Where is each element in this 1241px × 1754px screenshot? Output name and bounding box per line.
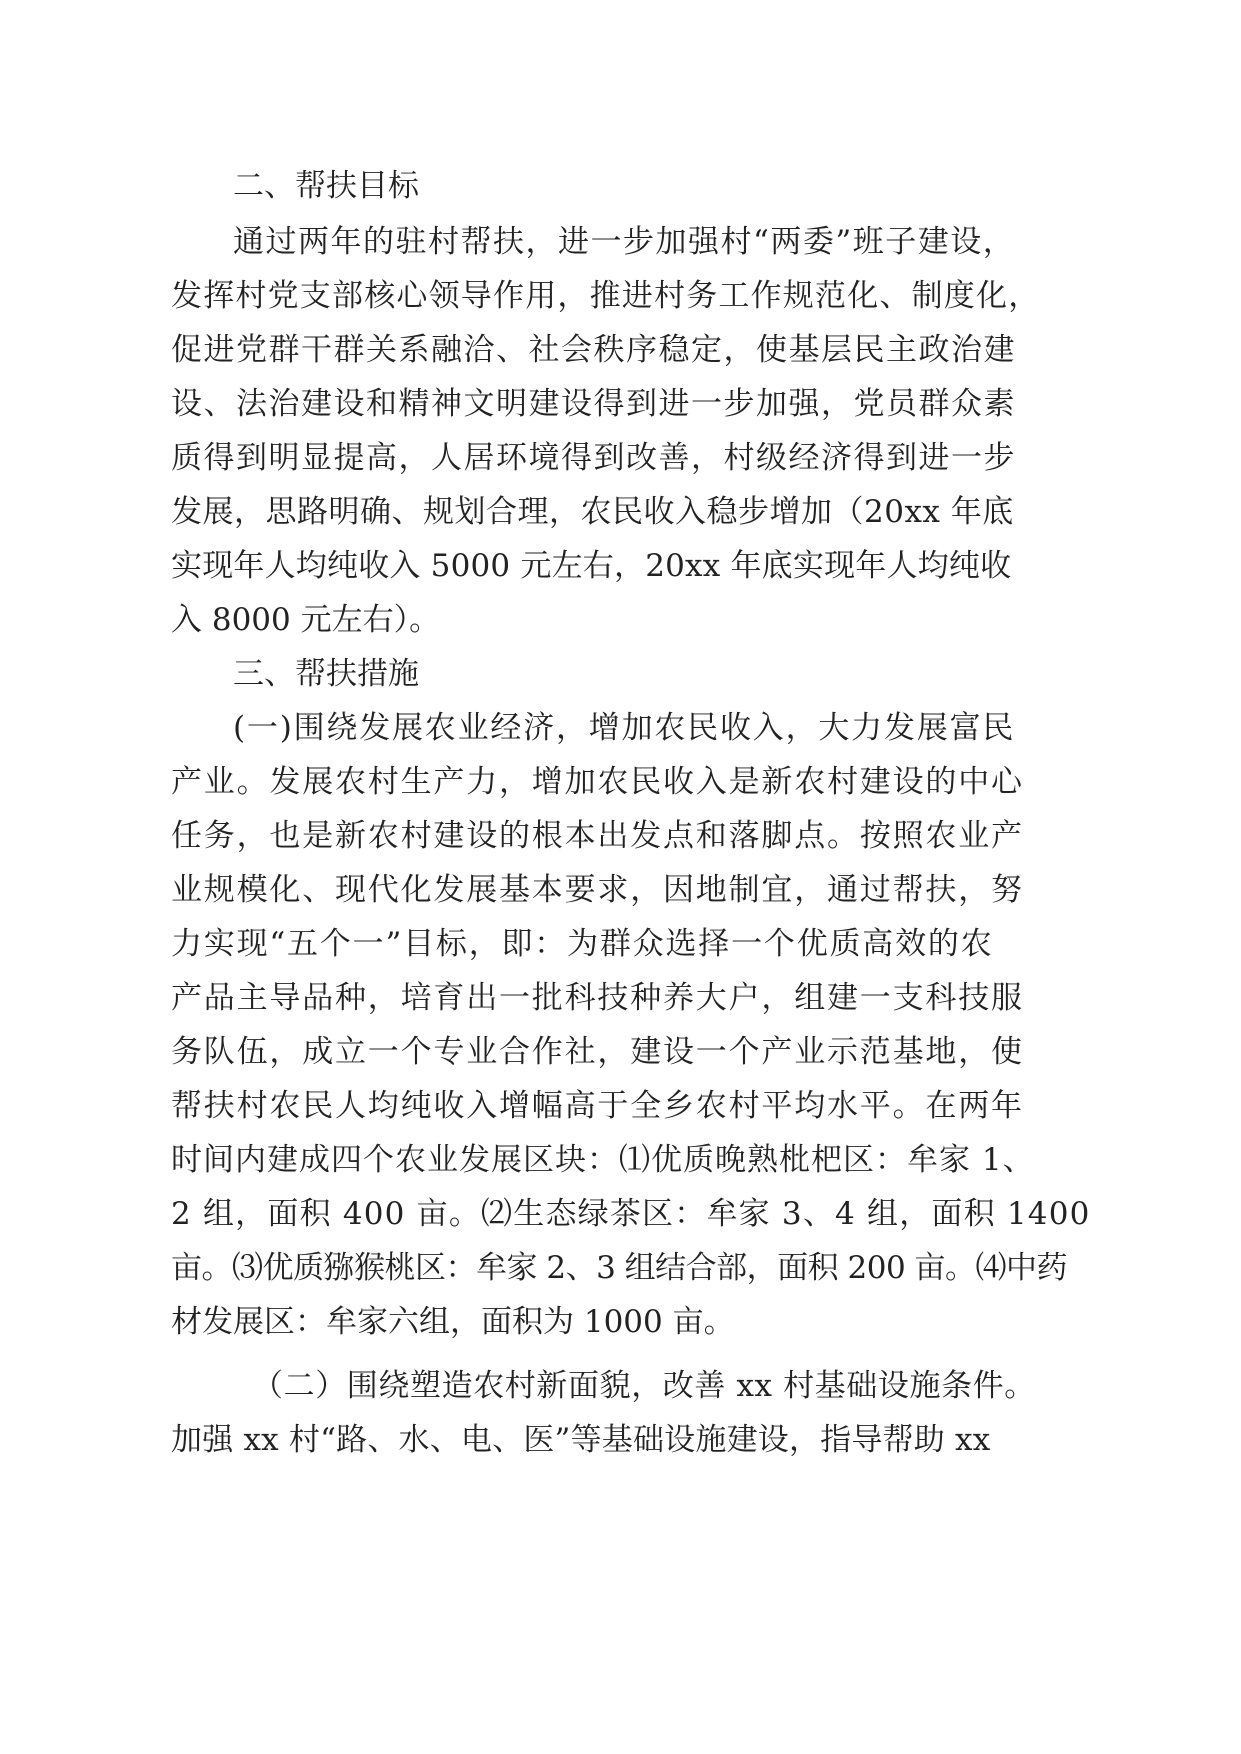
paragraph-line: 亩。⑶优质猕猴桃区：牟家 2、3 组结合部，面积 200 亩。⑷中药 bbox=[171, 1250, 1068, 1286]
paragraph-line: 入 8000 元左右）。 bbox=[171, 602, 441, 638]
paragraph-line: 设、法治建设和精神文明建设得到进一步加强，党员群众素 bbox=[171, 386, 1016, 422]
paragraph-line: 业规模化、现代化发展基本要求，因地制宜，通过帮扶，努 bbox=[171, 872, 1024, 908]
paragraph-line: 通过两年的驻村帮扶，进一步加强村“两委”班子建设， bbox=[233, 224, 1016, 260]
paragraph-line: 加强 xx 村“路、水、电、医”等基础设施建设，指导帮助 xx bbox=[171, 1422, 991, 1458]
paragraph-line: 质得到明显提高，人居环境得到改善，村级经济得到进一步 bbox=[171, 440, 1016, 476]
paragraph-line: 时间内建成四个农业发展区块：⑴优质晚熟枇杷区：牟家 1、 bbox=[171, 1142, 1035, 1178]
paragraph-line: 2 组，面积 400 亩。⑵生态绿茶区：牟家 3、4 组，面积 1400 bbox=[171, 1196, 1091, 1232]
paragraph-line: 产业。发展农村生产力，增加农民收入是新农村建设的中心 bbox=[171, 764, 1024, 800]
paragraph-line: 实现年人均纯收入 5000 元左右，20xx 年底实现年人均纯收 bbox=[171, 548, 1012, 584]
paragraph-line: 发展，思路明确、规划合理，农民收入稳步增加（20xx 年底 bbox=[171, 494, 1014, 530]
paragraph-line: 任务，也是新农村建设的根本出发点和落脚点。按照农业产 bbox=[171, 818, 1024, 854]
paragraph-line: 材发展区：牟家六组，面积为 1000 亩。 bbox=[171, 1304, 735, 1340]
paragraph-line: (一)围绕发展农业经济，增加农民收入，大力发展富民 bbox=[233, 710, 1016, 746]
paragraph-line: （二）围绕塑造农村新面貌，改善 xx 村基础设施条件。 bbox=[252, 1368, 1036, 1404]
heading-help-goals: 二、帮扶目标 bbox=[233, 168, 419, 204]
paragraph-line: 力实现“五个一”目标，即：为群众选择一个优质高效的农 bbox=[171, 926, 994, 962]
paragraph-line: 产品主导品种，培育出一批科技种养大户，组建一支科技服 bbox=[171, 980, 1024, 1016]
paragraph-line: 发挥村党支部核心领导作用，推进村务工作规范化、制度化， bbox=[171, 278, 1041, 314]
paragraph-line: 促进党群干群关系融洽、社会秩序稳定，使基层民主政治建 bbox=[171, 332, 1016, 368]
paragraph-line: 务队伍，成立一个专业合作社，建设一个产业示范基地，使 bbox=[171, 1034, 1024, 1070]
paragraph-line: 帮扶村农民人均纯收入增幅高于全乡农村平均水平。在两年 bbox=[171, 1088, 1024, 1124]
heading-help-measures: 三、帮扶措施 bbox=[233, 656, 419, 692]
